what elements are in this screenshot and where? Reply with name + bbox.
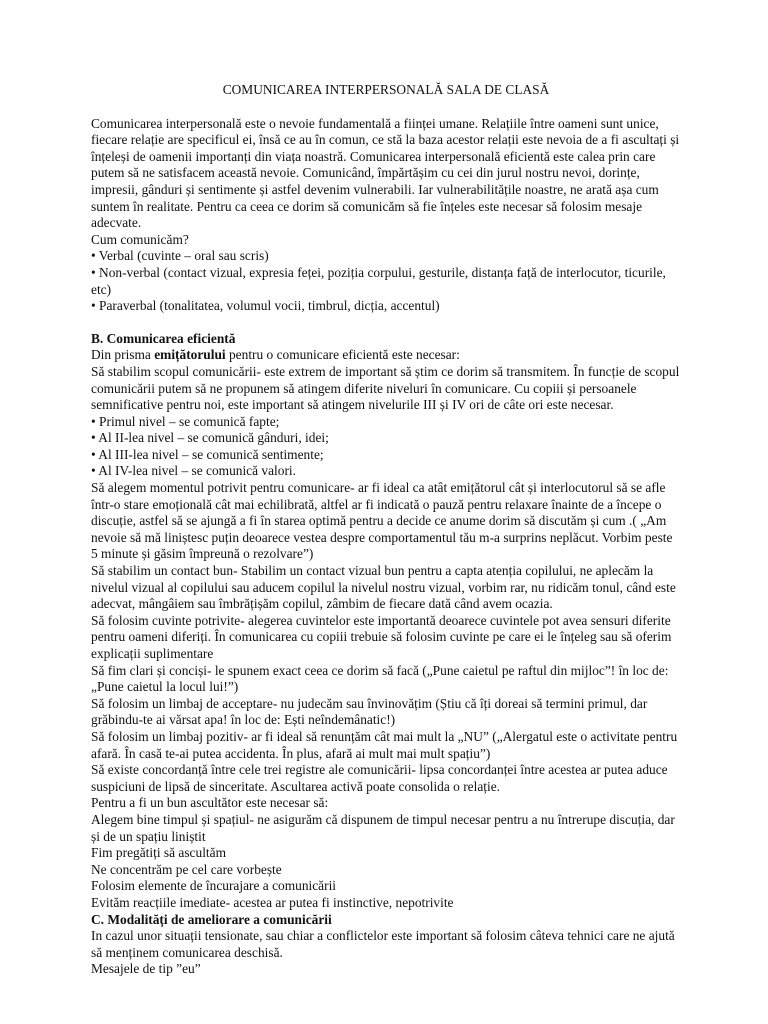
section-c-intro: In cazul unor situații tensionate, sau chiar a conflictelor este important să folosim câteva tehnici care ne ajută să menținem comunicarea deschisă.	[91, 928, 675, 960]
lead-text: Din prisma	[91, 347, 155, 363]
spacer	[91, 315, 681, 331]
level-item: • Al IV-lea nivel – se comunică valori.	[91, 463, 296, 479]
how-list-item: • Non-verbal (contact vizual, expresia feței, poziția corpului, gesturile, distanța față de interlocutor, ticurile, etc)	[91, 264, 666, 297]
lead-bold-term: emițătorului	[154, 347, 226, 363]
moment-paragraph: Să alegem momentul potrivit pentru comunicare- ar fi ideal ca atât emițătorul cât și interlocutorul să se afle într-o stare emoțională cât mai echilibrată, altfel ar fi indicată o pauză pentru relaxare înainte de a începe o discuție, astfel să se ajungă a fi în starea optimă pentru a decide ce anume dorim să discutăm și cum .( „Am nevoie să mă liniștesc puțin deoarece vestea despre comportamentul tău m-a surprins neplăcut. Vorbim peste 5 minute și găsim împreună o rezolvare”)	[91, 480, 673, 562]
document-page	[91, 82, 681, 978]
level-item: • Al II-lea nivel – se comunică gânduri, idei;	[91, 430, 329, 446]
listener-item: Evităm reacțiile imediate- acestea ar putea fi instinctive, nepotrivite	[91, 894, 454, 910]
level-item: • Al III-lea nivel – se comunică sentimente;	[91, 446, 324, 462]
how-list-item: • Verbal (cuvinte – oral sau scris)	[91, 248, 269, 264]
listener-item: Fim pregătiți să ascultăm	[91, 845, 226, 861]
concordance-paragraph: Să existe concordanță între cele trei registre ale comunicării- lipsa concordanței între acestea ar putea aduce suspiciuni de lipsă de sinceritate. Ascultarea activă poate consolida o relație.	[91, 762, 668, 794]
listener-item: Folosim elemente de încurajare a comunicării	[91, 878, 337, 894]
listener-lead: Pentru a fi un bun ascultător este necesar să:	[91, 795, 329, 811]
listener-item: Alegem bine timpul și spațiul- ne asigurăm că dispunem de timpul necesar pentru a nu întrerupe discuția, dar și de un spațiu liniștit	[91, 811, 675, 844]
section-b-lead	[91, 347, 681, 364]
listener-item: Ne concentrăm pe cel care vorbește	[91, 861, 282, 877]
acceptance-paragraph: Să folosim un limbaj de acceptare- nu judecăm sau învinovățim (Știu că îți doreai să termini primul, dar grăbindu-te ai vărsat apa! în loc de: Ești neîndemânatic!)	[91, 695, 648, 728]
section-c-last-line: Mesajele de tip ˮeuˮ	[91, 961, 201, 977]
clear-paragraph: Să fim clari și conciși- le spunem exact ceea ce dorim să facă („Pune caietul pe raftul din mijloc”! în loc de: „Pune caietul la locul lui!”)	[91, 662, 669, 695]
how-list-item: • Paraverbal (tonalitatea, volumul vocii, timbrul, dicția, accentul)	[91, 298, 440, 314]
positive-paragraph: Să folosim un limbaj pozitiv- ar fi ideal să renunțăm cât mai mult la „NU” („Alergatul este o activitate pentru afară. În casă te-ai putea accidenta. În plus, afară ai mult mai mult spațiu”)	[91, 728, 678, 761]
words-paragraph: Să folosim cuvinte potrivite- alegerea cuvintelor este importantă deoarece cuvintele pot avea sensuri diferite pentru oameni diferiți. În comunicarea cu copiii trebuie să folosim cuvinte pe care ei le înțeleg sau să oferim explicații suplimentare	[91, 612, 672, 661]
lead-text: pentru o comunicare eficientă este necesar:	[225, 347, 460, 363]
intro-paragraph: Comunicarea interpersonală este o nevoie fundamentală a ființei umane. Relațiile între oameni sunt unice, fiecare relație are specificul ei, însă ce au în comun, ce stă la baza acestor relații este nevoia de a fi ascultați și înțeleși de oamenii importanți din viața noastră. Comunicarea interpersonală eficientă este calea prin care putem să ne satisfacem această nevoie. Comunicând, împărtășim cu cei din jurul nostru nevoi, dorințe, impresii, gânduri și sentimente și astfel devenim vulnerabili. Iar vulnerabilitățile noastre, ne arată așa cum suntem în realitate. Pentru ca ceea ce dorim să comunicăm să fie înțeles este necesar să folosim mesaje adecvate.	[91, 115, 680, 231]
level-item: • Primul nivel – se comunică fapte;	[91, 413, 280, 429]
purpose-paragraph: Să stabilim scopul comunicării- este extrem de important să știm ce dorim să transmitem. În funcție de scopul comunicării putem să ne propunem să atingem diferite niveluri în comunicare. Cu copiii și persoanele semnificative pentru noi, este important să atingem nivelurile III și IV ori de câte ori este necesar.	[91, 363, 680, 413]
section-b-heading: B. Comunicarea eficientă	[91, 330, 236, 346]
how-question: Cum comunicăm?	[91, 231, 189, 247]
section-c-heading: C. Modalități de ameliorare a comunicării	[91, 911, 332, 927]
document-title: COMUNICAREA INTERPERSONALĂ SALA DE CLASĂ	[222, 82, 550, 97]
contact-paragraph: Să stabilim un contact bun- Stabilim un contact vizual bun pentru a capta atenția copilului, ne aplecăm la nivelul vizual al copilului sau aducem copilul la nivelul nostru vizual, vorbim rar, nu ridicăm tonul, când este adecvat, mângâiem sau îmbrățișăm copilul, zâmbim de fiecare dată când avem ocazia.	[91, 563, 676, 612]
